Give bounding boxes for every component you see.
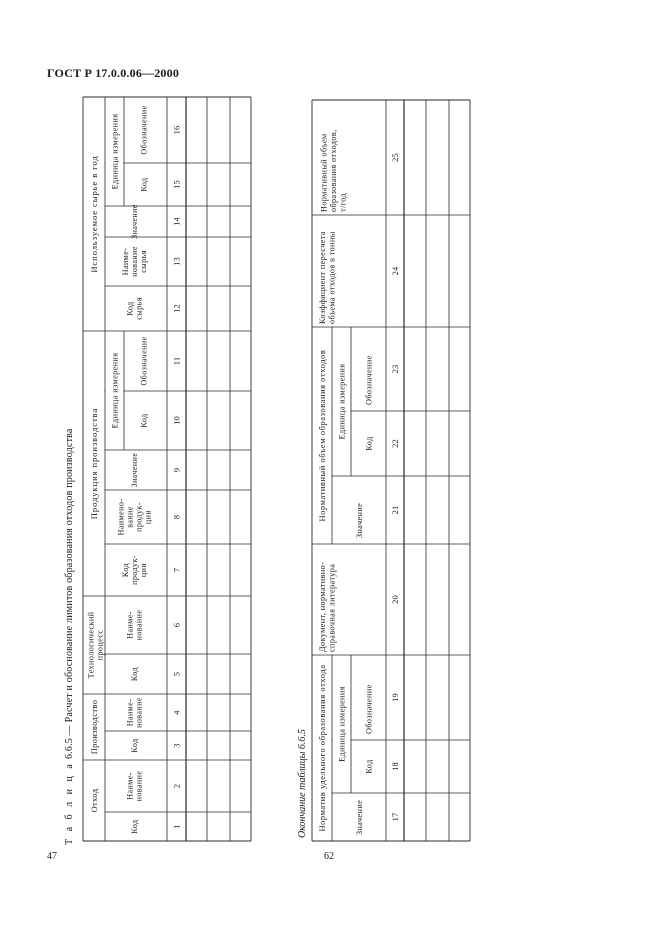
column-number-13: 13 [172, 257, 182, 266]
group-specific-norm: Норматив удельного образования отхода [317, 664, 327, 832]
column-header-22: Код [364, 436, 374, 451]
column-header-15: Код [139, 177, 149, 192]
column-number-7: 7 [172, 567, 182, 573]
column-number-14: 14 [172, 217, 182, 226]
group-unit: Единица измерения [110, 113, 120, 190]
column-header-11: Обозначение [139, 336, 149, 386]
column-number-1: 1 [172, 824, 182, 829]
group-unit: Единица измерения [110, 352, 120, 429]
group-normative-volume: Нормативный объем образования отходов [317, 349, 327, 522]
column-number-23: 23 [390, 364, 400, 374]
column-number-17: 17 [390, 812, 400, 822]
group-waste: Отход [89, 788, 99, 813]
column-header-3: Код [129, 738, 139, 753]
column-header-4: Наиме-нование [125, 697, 144, 728]
column-header-21: Значение [354, 502, 364, 538]
column-header-19: Обозначение [364, 684, 374, 734]
column-header-20: Документ, нормативно-справочная литература [318, 561, 337, 652]
column-number-18: 18 [390, 762, 400, 771]
column-header-14: Значение [129, 204, 139, 239]
group-production: Производство [89, 699, 99, 755]
group-raw: Используемое сырье в год [89, 155, 100, 273]
column-header-16: Обозначение [139, 105, 149, 155]
column-header-5: Код [129, 666, 139, 682]
column-header-6: Наиме-нование [125, 609, 144, 641]
column-header-23: Обозначение [364, 355, 374, 405]
column-number-16: 16 [172, 125, 182, 135]
column-header-25: Нормативный объемобразования отходов,т/год [319, 129, 348, 212]
table-caption-label: Т а б л и ц а [64, 761, 75, 845]
column-header-2: Наиме-нование [125, 770, 144, 802]
column-number-12: 12 [172, 304, 182, 313]
column-header-8: Наимено-ваниепродук-ции [116, 498, 153, 536]
column-header-7: Кодпродук-ции [120, 555, 148, 585]
column-number-5: 5 [172, 671, 182, 677]
table-continuation-caption: Окончание таблицы 6.6.5 [297, 729, 308, 838]
column-number-22: 22 [390, 439, 400, 448]
column-number-15: 15 [172, 180, 182, 189]
group-unit: Единица измерения [337, 363, 347, 440]
column-number-9: 9 [172, 467, 182, 473]
column-header-10: Код [139, 413, 149, 428]
column-header-13: Наиме-нованиесырья [120, 246, 148, 277]
column-number-20: 20 [390, 595, 400, 604]
column-number-21: 21 [390, 505, 400, 515]
column-number-24: 24 [390, 266, 400, 276]
column-number-19: 19 [390, 693, 400, 702]
group-unit: Единица измерения [337, 686, 347, 762]
document-header: ГОСТ Р 17.0.0.06—2000 [47, 66, 180, 80]
column-number-8: 8 [172, 514, 182, 520]
group-product: Продукция производства [89, 407, 100, 520]
column-number-6: 6 [172, 622, 182, 628]
column-number-25: 25 [390, 153, 400, 162]
page-number-right: 62 [324, 851, 334, 862]
column-header-17: Значение [354, 799, 364, 835]
column-header-24: Коэффициент пересчетаобъема отходов в тонны [318, 231, 337, 324]
page-number-left: 47 [47, 851, 57, 862]
column-number-4: 4 [172, 710, 182, 715]
table-caption-text: 6.6.5 — Расчет и обоснование лимитов образования отходов производства [64, 428, 75, 760]
column-header-12: Кодсырья [125, 297, 144, 320]
column-header-18: Код [364, 759, 374, 774]
column-number-2: 2 [172, 783, 182, 789]
column-number-10: 10 [172, 416, 182, 425]
column-number-11: 11 [172, 356, 182, 366]
group-process: Технологическийпроцесс [86, 611, 105, 679]
column-number-3: 3 [172, 743, 182, 748]
column-header-9: Значение [129, 452, 139, 488]
column-header-1: Код [129, 819, 139, 834]
